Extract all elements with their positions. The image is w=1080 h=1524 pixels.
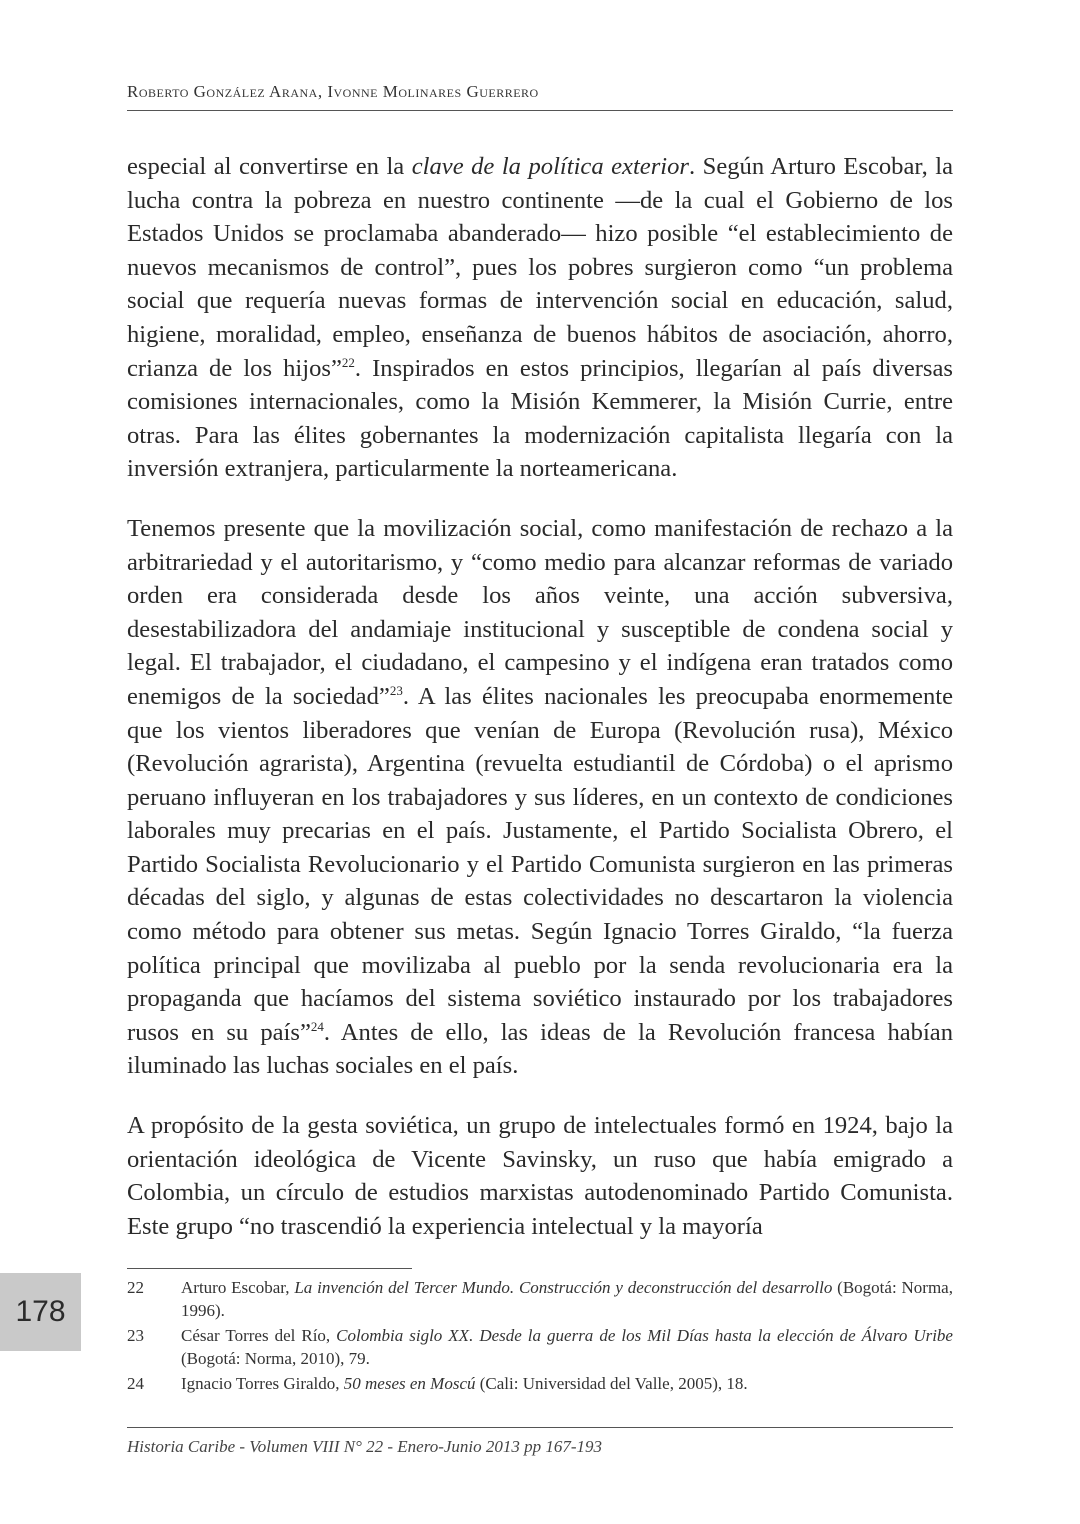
footnotes xyxy=(127,1276,953,1397)
footnote-title: La invención del Tercer Mundo. Construcción y deconstrucción del desarrollo xyxy=(294,1278,833,1297)
footnote-item xyxy=(127,1372,953,1395)
footnote-text xyxy=(181,1276,953,1322)
footnote-text xyxy=(181,1324,953,1370)
running-footer: Historia Caribe - Volumen VIII N° 22 - Enero-Junio 2013 pp 167-193 xyxy=(127,1437,603,1456)
footnote-rule xyxy=(127,1268,412,1269)
body-text xyxy=(127,150,953,1269)
page-number: 178 xyxy=(0,1273,81,1351)
footnote-author: Ignacio Torres Giraldo, xyxy=(181,1374,344,1393)
footnote-ref-23: 23 xyxy=(389,682,403,698)
p2-text-a: Tenemos presente que la movilización social, como manifestación de rechazo a la arbitrariedad y el autoritarismo, y “como medio para alcanzar reformas de variado orden era considerada desde los años veinte, una acción subversiva, desestabilizadora del andamiaje institucional y susceptible de condena social y legal. El trabajador, el ciudadano, el campesino y el indígena eran tratados como enemigos de la sociedad” xyxy=(127,514,953,710)
p1-text-c: . Según Arturo Escobar, la lucha contra la pobreza en nuestro continente —de la cual el Gobierno de los Estados Unidos se proclamaba abanderado— hizo posible “el establecimiento de nuevos mecanismos de control”, pues los pobres surgieron como “un problema social que requería nuevas formas de intervención social en educación, salud, higiene, moralidad, empleo, enseñanza de buenos hábitos de asociación, ahorro, crianza de los hijos” xyxy=(127,153,954,382)
footnote-title: 50 meses en Moscú xyxy=(343,1374,476,1393)
paragraph-3: A propósito de la gesta soviética, un grupo de intelectuales formó en 1924, bajo la orientación ideológica de Vicente Savinsky, un ruso que había emigrado a Colombia, un círculo de estudios marxistas autodenominado Partido Comunista. Este grupo “no trascendió la experiencia intelectual y la mayoría xyxy=(127,1112,953,1240)
running-header: Roberto González Arana, Ivonne Molinares Guerrero xyxy=(127,82,539,101)
footnote-number: 23 xyxy=(127,1326,144,1345)
footnote-publication: (Cali: Universidad del Valle, 2005), 18. xyxy=(475,1374,748,1393)
p2-text-b: . A las élites nacionales les preocupaba enormemente que los vientos liberadores que venían de Europa (Revolución rusa), México (Revolución agrarista), Argentina (revuelta estudiantil de Córdoba) o el aprismo peruano influyeran en los trabajadores y sus líderes, en un contexto de condiciones laborales muy precarias en el país. Justamente, el Partido Socialista Obrero, el Partido Socialista Revolucionario y el Partido Comunista surgieron en las primeras décadas del siglo, y algunas de estas colectividades no descartaron la violencia como método para obtener sus metas. Según Ignacio Torres Giraldo, “la fuerza política principal que movilizaba al pueblo por la senda revolucionaria era la propaganda que hacíamos del sistema soviético instaurado por los trabajadores rusos en su país” xyxy=(127,682,953,1046)
footnote-number: 22 xyxy=(127,1278,144,1297)
footer-rule xyxy=(127,1427,953,1428)
footnote-title: Colombia siglo XX. Desde la guerra de los Mil Días hasta la elección de Álvaro Uribe xyxy=(336,1326,953,1345)
footnote-number: 24 xyxy=(127,1374,144,1393)
paragraph-1 xyxy=(127,150,953,486)
footnote-author: César Torres del Río, xyxy=(181,1326,337,1345)
footnote-item xyxy=(127,1276,953,1322)
p1-text-a: especial al convertirse en la xyxy=(127,153,412,180)
footnote-publication: (Bogotá: Norma, 2010), 79. xyxy=(181,1349,370,1368)
p1-italic-phrase: clave de la política exterior xyxy=(411,153,689,180)
footnote-ref-24: 24 xyxy=(310,1018,324,1034)
footnote-author: Arturo Escobar, xyxy=(181,1278,295,1297)
header-rule xyxy=(127,110,953,111)
footnote-text xyxy=(181,1372,953,1395)
paragraph-2 xyxy=(127,512,953,1083)
p1-text-d: . Inspirados en estos principios, llegarían al país diversas comisiones internacionales, como la Misión Kemmerer, la Misión Currie, entre otras. Para las élites gobernantes la modernización capitalista llegaría con la inversión extranjera, particularmente la norteamericana. xyxy=(127,354,953,483)
footnote-ref-22: 22 xyxy=(341,354,355,370)
footnote-item xyxy=(127,1324,953,1370)
footnote-publication: (Bogotá: Norma, 1996). xyxy=(181,1278,953,1320)
p2-text-c: . Antes de ello, las ideas de la Revolución francesa habían iluminado las luchas sociales en el país. xyxy=(127,1018,953,1080)
